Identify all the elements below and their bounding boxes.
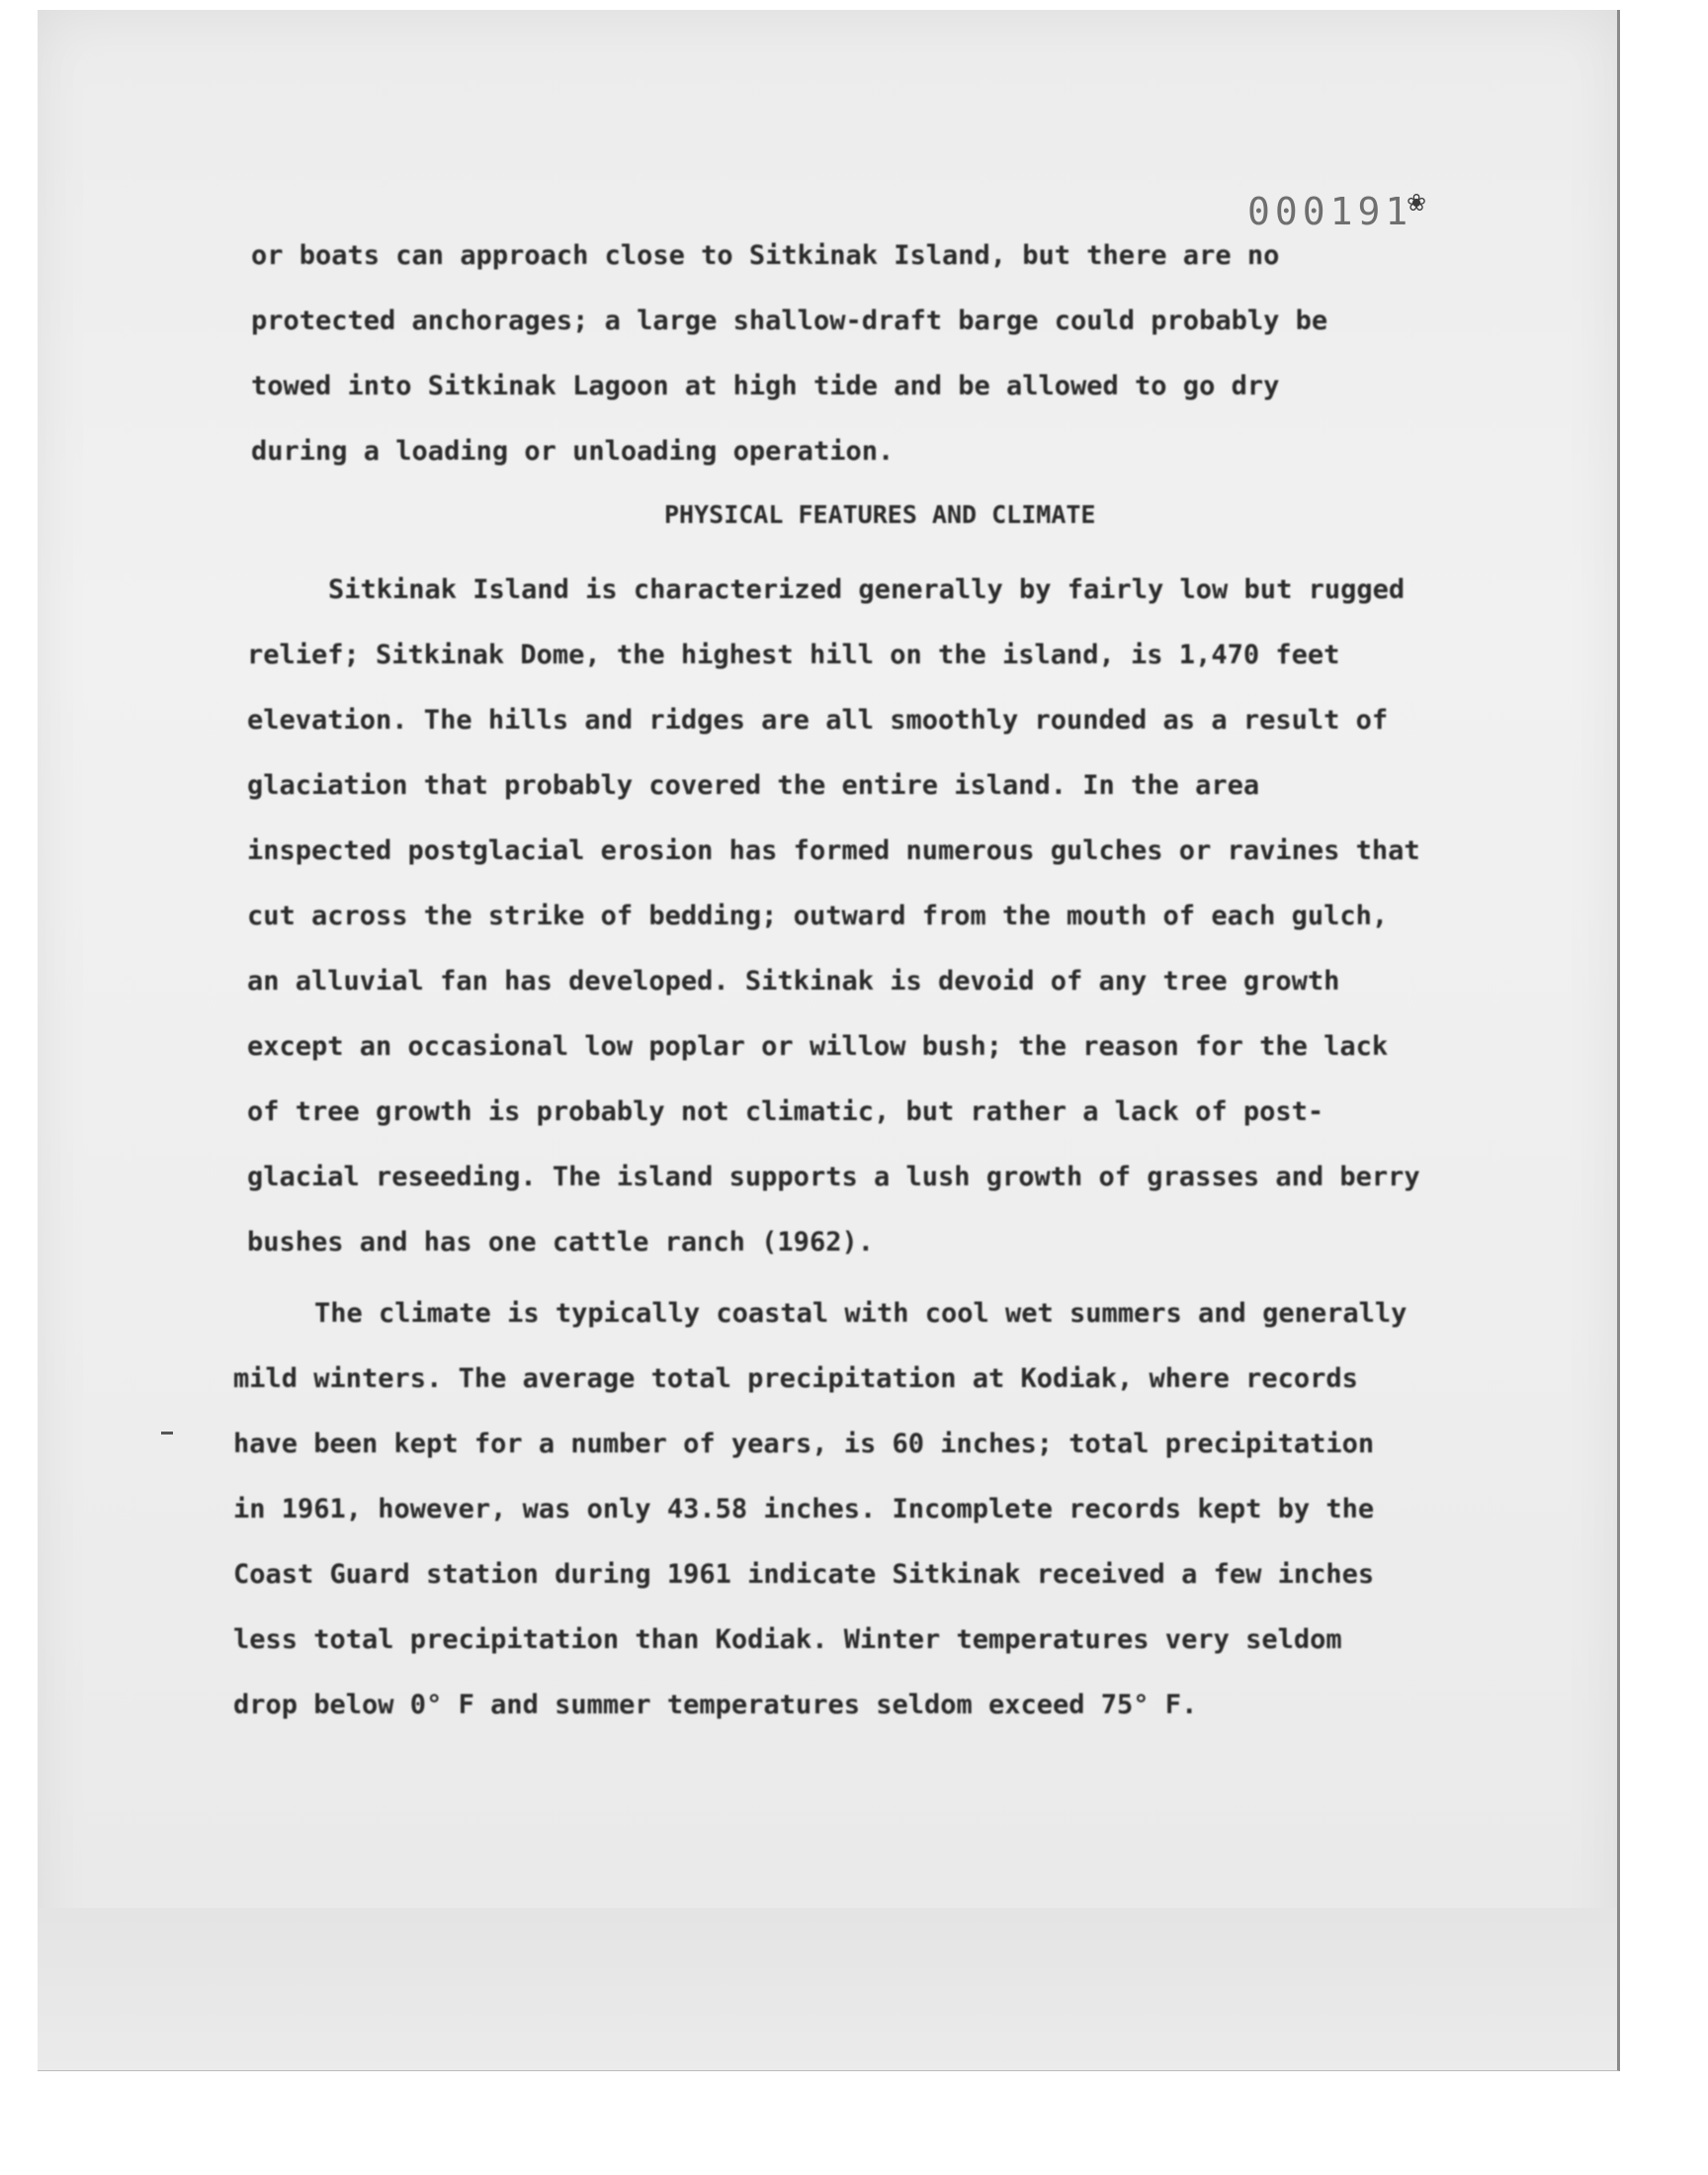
text-line: have been kept for a number of years, is 60 inches; total precipitation [233,1429,1375,1459]
text-line: in 1961, however, was only 43.58 inches. Incomplete records kept by the [233,1494,1375,1524]
text-line: mild winters. The average total precipitation at Kodiak, where records [233,1363,1358,1394]
text-line: or boats can approach close to Sitkinak Island, but there are no [251,240,1280,271]
text-line: except an occasional low poplar or willow bush; the reason for the lack [247,1031,1389,1062]
physical-features-paragraph [247,558,1532,1275]
text-line: an alluvial fan has developed. Sitkinak is devoid of any tree growth [247,966,1340,997]
text-line: towed into Sitkinak Lagoon at high tide and be allowed to go dry [251,371,1280,401]
text-line: inspected postglacial erosion has formed numerous gulches or ravines that [247,835,1420,866]
text-line: Coast Guard station during 1961 indicate Sitkinak received a few inches [233,1559,1375,1590]
text-line: less total precipitation than Kodiak. Winter temperatures very seldom [233,1624,1342,1655]
text-line: protected anchorages; a large shallow-draft barge could probably be [251,305,1328,336]
section-heading: PHYSICAL FEATURES AND CLIMATE [664,500,1096,529]
text-line: during a loading or unloading operation. [251,436,895,467]
margin-mark [161,1432,173,1435]
document-stamp-number: 000191 [1247,190,1413,233]
page-shadow-band [38,1908,1617,2070]
text-line: Sitkinak Island is characterized generally by fairly low but rugged [328,574,1406,605]
text-line: drop below 0° F and summer temperatures seldom exceed 75° F. [233,1690,1198,1720]
text-line: of tree growth is probably not climatic, but rather a lack of post- [247,1096,1324,1127]
stamp-mark-icon: ❀ [1408,184,1426,218]
text-line: cut across the strike of bedding; outward from the mouth of each gulch, [247,901,1389,931]
climate-paragraph [233,1281,1538,1738]
text-line: glaciation that probably covered the entire island. In the area [247,770,1260,801]
text-line: bushes and has one cattle ranch (1962). [247,1227,874,1258]
text-line: elevation. The hills and ridges are all smoothly rounded as a result of [247,705,1389,736]
text-line: glacial reseeding. The island supports a lush growth of grasses and berry [247,1162,1420,1192]
text-line: relief; Sitkinak Dome, the highest hill on the island, is 1,470 feet [247,640,1340,670]
text-line: The climate is typically coastal with cool wet summers and generally [314,1298,1408,1329]
intro-paragraph [251,223,1506,484]
